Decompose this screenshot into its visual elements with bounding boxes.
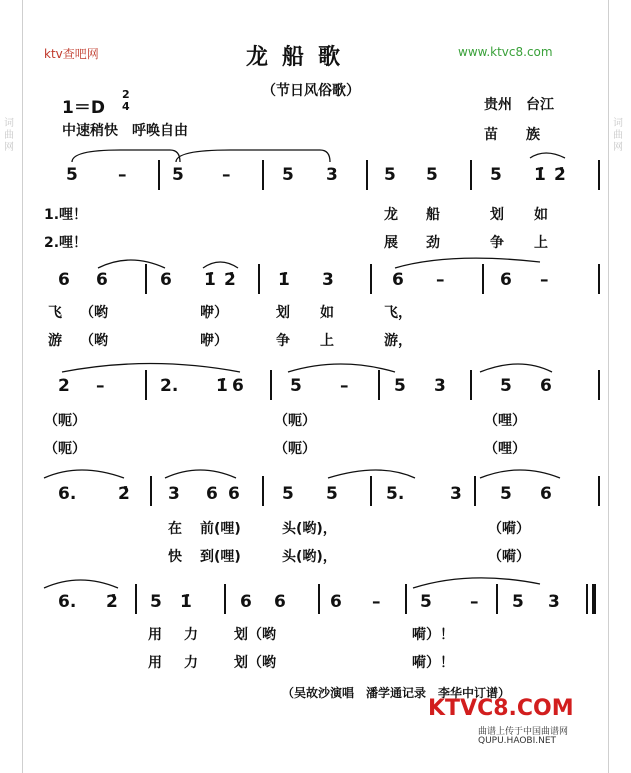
note: 6 bbox=[96, 270, 108, 290]
lyric: 在 bbox=[168, 521, 182, 537]
note: 6 bbox=[232, 376, 244, 396]
note: 6 bbox=[58, 270, 70, 290]
lyric: 嗬）！ bbox=[412, 627, 454, 643]
note: 2 bbox=[58, 376, 70, 396]
note: 3 bbox=[434, 376, 446, 396]
site-logo: KTVC8.COM bbox=[428, 696, 574, 721]
lyric: 飞 bbox=[48, 305, 62, 321]
barline bbox=[598, 476, 600, 506]
time-signature-bottom: 4 bbox=[122, 100, 130, 113]
barline bbox=[262, 476, 264, 506]
lyric: （哩） bbox=[484, 441, 526, 457]
barline bbox=[598, 370, 600, 400]
note: 5 bbox=[512, 592, 524, 612]
note: 5 bbox=[282, 484, 294, 504]
note: 5. bbox=[386, 484, 405, 504]
note: – bbox=[372, 592, 381, 612]
region-label: 贵州 台江 bbox=[484, 97, 554, 113]
lyric: （嗬） bbox=[488, 521, 530, 537]
note: – bbox=[118, 165, 127, 185]
song-subtitle: （节日风俗歌） bbox=[262, 83, 360, 99]
lyric: 划 bbox=[490, 207, 504, 223]
credits: （吴故沙演唱 潘学通记录 李华中订谱） bbox=[282, 686, 511, 700]
barline bbox=[470, 370, 472, 400]
lyric: 争 bbox=[490, 235, 504, 251]
margin-label: 词曲网 bbox=[4, 118, 14, 153]
lyric: 劲 bbox=[426, 235, 440, 251]
barline bbox=[598, 160, 600, 190]
note: 2̇ bbox=[118, 484, 130, 504]
note: 5 bbox=[290, 376, 302, 396]
lyric: 划 bbox=[276, 305, 290, 321]
note: 1̇ bbox=[534, 165, 546, 185]
final-barline bbox=[586, 584, 588, 614]
note: 6 bbox=[330, 592, 342, 612]
barline bbox=[370, 476, 372, 506]
lyric: （哩） bbox=[484, 413, 526, 429]
note: 6 bbox=[500, 270, 512, 290]
lyric: 前(哩) bbox=[200, 521, 241, 537]
note: 1̇ bbox=[204, 270, 216, 290]
lyric: （呃） bbox=[274, 441, 316, 457]
lyric: 游， bbox=[384, 333, 412, 349]
logo-caption: 曲谱上传于中国曲谱网 bbox=[478, 727, 569, 737]
note: 6. bbox=[58, 592, 77, 612]
note: 3 bbox=[322, 270, 334, 290]
barline bbox=[598, 264, 600, 294]
barline bbox=[145, 264, 147, 294]
note: 6 bbox=[392, 270, 404, 290]
lyric: 如 bbox=[320, 305, 334, 321]
note: 3 bbox=[548, 592, 560, 612]
note: 5 bbox=[500, 376, 512, 396]
barline bbox=[366, 160, 368, 190]
note: 6 bbox=[228, 484, 240, 504]
note: 5 bbox=[384, 165, 396, 185]
barline bbox=[496, 584, 498, 614]
barline bbox=[405, 584, 407, 614]
lyric: 飞， bbox=[384, 305, 412, 321]
note: 5 bbox=[150, 592, 162, 612]
lyric: 咿） bbox=[200, 305, 228, 321]
barline bbox=[370, 264, 372, 294]
lyric: 游 bbox=[48, 333, 62, 349]
note: 3 bbox=[326, 165, 338, 185]
note: 5 bbox=[426, 165, 438, 185]
note: 6 bbox=[240, 592, 252, 612]
note: – bbox=[222, 165, 231, 185]
watermark-right: www.ktvc8.com bbox=[458, 45, 553, 59]
lyric: （呃） bbox=[274, 413, 316, 429]
note: 6 bbox=[540, 376, 552, 396]
note: 5 bbox=[490, 165, 502, 185]
note: 1̇ bbox=[216, 376, 228, 396]
barline bbox=[378, 370, 380, 400]
lyric: （呃） bbox=[44, 441, 86, 457]
note: 5 bbox=[500, 484, 512, 504]
note: 6 bbox=[274, 592, 286, 612]
lyric: 嗬）！ bbox=[412, 655, 454, 671]
lyric: （嗬） bbox=[488, 549, 530, 565]
lyric: 力 bbox=[184, 655, 198, 671]
note: 1̇ bbox=[278, 270, 290, 290]
note: 2̇ bbox=[224, 270, 236, 290]
barline bbox=[482, 264, 484, 294]
lyric: 船 bbox=[426, 207, 440, 223]
note: 5 bbox=[394, 376, 406, 396]
lyric: 龙 bbox=[384, 207, 398, 223]
barline bbox=[474, 476, 476, 506]
note: 6. bbox=[58, 484, 77, 504]
margin-label: 词曲网 bbox=[613, 118, 623, 153]
ethnic-label: 苗 族 bbox=[484, 127, 540, 143]
lyric: 头(哟)， bbox=[282, 549, 337, 565]
lyric: 划（哟 bbox=[234, 627, 276, 643]
logo-url: QUPU.HAOBI.NET bbox=[478, 736, 557, 746]
note: 5 bbox=[282, 165, 294, 185]
key-signature: 1＝D bbox=[62, 98, 105, 118]
note: 2. bbox=[160, 376, 179, 396]
note: 3 bbox=[168, 484, 180, 504]
note: – bbox=[96, 376, 105, 396]
lyric: 到(哩) bbox=[200, 549, 241, 565]
lyric: 划（哟 bbox=[234, 655, 276, 671]
note: 3 bbox=[450, 484, 462, 504]
lyric: 争 bbox=[276, 333, 290, 349]
note: – bbox=[540, 270, 549, 290]
note: 5 bbox=[172, 165, 184, 185]
lyric: 用 bbox=[148, 655, 162, 671]
barline bbox=[470, 160, 472, 190]
lyric: 1.哩！ bbox=[44, 207, 88, 223]
lyric: （哟 bbox=[80, 333, 108, 349]
barline bbox=[224, 584, 226, 614]
final-barline-thick bbox=[592, 584, 596, 614]
note: – bbox=[470, 592, 479, 612]
barline bbox=[262, 160, 264, 190]
barline bbox=[318, 584, 320, 614]
barline bbox=[150, 476, 152, 506]
note: 6 bbox=[206, 484, 218, 504]
note: 6 bbox=[160, 270, 172, 290]
lyric: 快 bbox=[168, 549, 182, 565]
note: 2̇ bbox=[554, 165, 566, 185]
lyric: 如 bbox=[534, 207, 548, 223]
lyric: 上 bbox=[320, 333, 334, 349]
lyric: 用 bbox=[148, 627, 162, 643]
lyric: （呃） bbox=[44, 413, 86, 429]
note: 5 bbox=[66, 165, 78, 185]
lyric: 咿） bbox=[200, 333, 228, 349]
note: – bbox=[340, 376, 349, 396]
note: 5 bbox=[420, 592, 432, 612]
barline bbox=[145, 370, 147, 400]
time-signature-top: 2 bbox=[122, 88, 130, 101]
lyric: 头(哟)， bbox=[282, 521, 337, 537]
lyric: 上 bbox=[534, 235, 548, 251]
lyric: 2.哩！ bbox=[44, 235, 88, 251]
barline bbox=[270, 370, 272, 400]
note: – bbox=[436, 270, 445, 290]
note: 6 bbox=[540, 484, 552, 504]
tempo-marking: 中速稍快 呼唤自由 bbox=[62, 123, 188, 139]
barline bbox=[158, 160, 160, 190]
lyric: （哟 bbox=[80, 305, 108, 321]
note: 1̇ bbox=[180, 592, 192, 612]
lyric: 力 bbox=[184, 627, 198, 643]
barline bbox=[135, 584, 137, 614]
lyric: 展 bbox=[384, 235, 398, 251]
note: 5 bbox=[326, 484, 338, 504]
watermark-left: ktv查吧网 bbox=[44, 47, 99, 61]
song-title: 龙船歌 bbox=[246, 45, 355, 70]
barline bbox=[258, 264, 260, 294]
note: 2̇ bbox=[106, 592, 118, 612]
